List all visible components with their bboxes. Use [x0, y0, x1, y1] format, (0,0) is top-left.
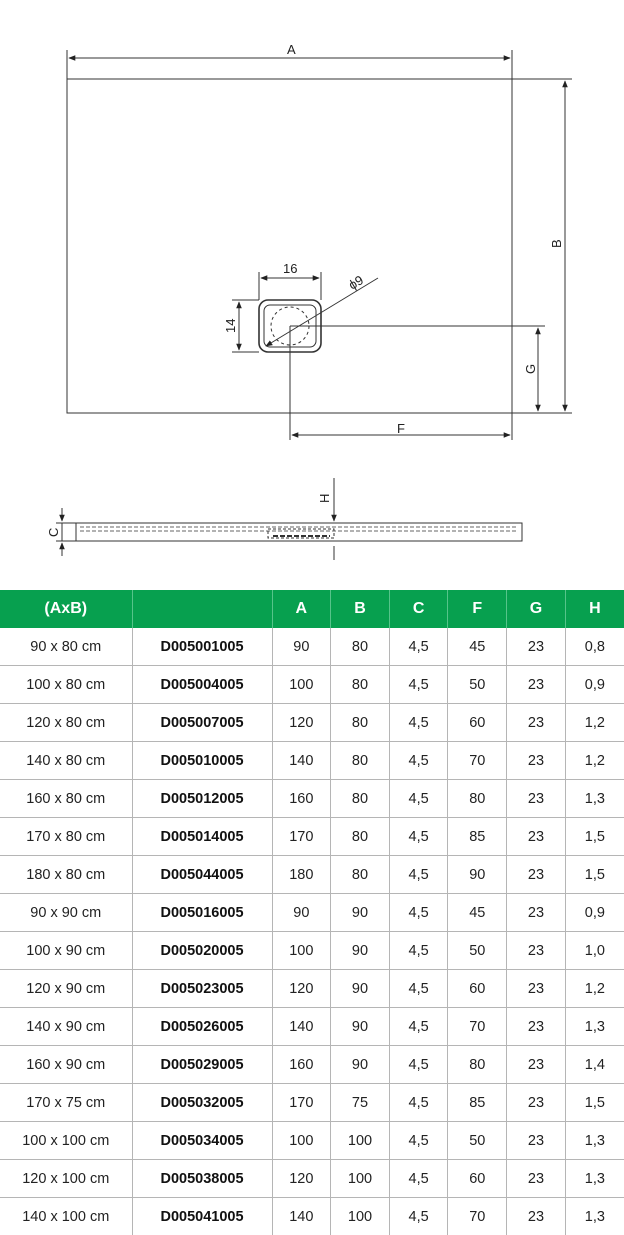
- cell-a: 100: [272, 1122, 331, 1160]
- cell-h: 1,4: [565, 1046, 624, 1084]
- cell-g: 23: [507, 932, 566, 970]
- header-b: B: [331, 590, 390, 628]
- table-row: [0, 742, 624, 780]
- table-row: [0, 628, 624, 666]
- cell-size: 170 x 80 cm: [0, 818, 132, 856]
- cell-c: 4,5: [389, 1122, 448, 1160]
- cell-c: 4,5: [389, 1160, 448, 1198]
- cell-size: 140 x 100 cm: [0, 1198, 132, 1235]
- cell-f: 45: [448, 894, 507, 932]
- cell-f: 85: [448, 818, 507, 856]
- header-f: F: [448, 590, 507, 628]
- cell-b: 75: [331, 1084, 390, 1122]
- table-row: [0, 704, 624, 742]
- table-row: [0, 1084, 624, 1122]
- cell-a: 160: [272, 1046, 331, 1084]
- cell-c: 4,5: [389, 666, 448, 704]
- cell-c: 4,5: [389, 1198, 448, 1235]
- cell-a: 180: [272, 856, 331, 894]
- cell-h: 1,3: [565, 1122, 624, 1160]
- cell-c: 4,5: [389, 818, 448, 856]
- cell-b: 80: [331, 742, 390, 780]
- table-row: [0, 1046, 624, 1084]
- cell-f: 60: [448, 1160, 507, 1198]
- cell-size: 170 x 75 cm: [0, 1084, 132, 1122]
- header-code: [132, 590, 272, 628]
- cell-code: D005029005: [132, 1046, 272, 1084]
- cell-g: 23: [507, 1008, 566, 1046]
- cell-h: 1,5: [565, 1084, 624, 1122]
- label-h: H: [317, 494, 332, 503]
- table-row: [0, 1160, 624, 1198]
- cell-a: 160: [272, 780, 331, 818]
- cell-h: 0,9: [565, 894, 624, 932]
- spec-table-body: [0, 628, 624, 1235]
- cell-f: 50: [448, 1122, 507, 1160]
- cell-code: D005034005: [132, 1122, 272, 1160]
- cell-g: 23: [507, 1084, 566, 1122]
- cell-a: 170: [272, 1084, 331, 1122]
- cell-code: D005012005: [132, 780, 272, 818]
- cell-h: 1,2: [565, 970, 624, 1008]
- cell-g: 23: [507, 704, 566, 742]
- cell-h: 1,2: [565, 704, 624, 742]
- cell-h: 1,3: [565, 1008, 624, 1046]
- cell-size: 160 x 80 cm: [0, 780, 132, 818]
- cell-f: 70: [448, 1008, 507, 1046]
- header-c: C: [389, 590, 448, 628]
- cell-f: 80: [448, 780, 507, 818]
- cell-b: 80: [331, 704, 390, 742]
- cell-a: 120: [272, 970, 331, 1008]
- cell-code: D005014005: [132, 818, 272, 856]
- label-14: 14: [223, 319, 238, 333]
- cell-b: 90: [331, 970, 390, 1008]
- cell-c: 4,5: [389, 1046, 448, 1084]
- cell-f: 45: [448, 628, 507, 666]
- cell-code: D005023005: [132, 970, 272, 1008]
- table-row: [0, 932, 624, 970]
- cell-a: 170: [272, 818, 331, 856]
- cell-c: 4,5: [389, 856, 448, 894]
- cell-h: 1,3: [565, 1160, 624, 1198]
- cell-b: 100: [331, 1122, 390, 1160]
- cell-size: 100 x 100 cm: [0, 1122, 132, 1160]
- cell-code: D005020005: [132, 932, 272, 970]
- top-view: [67, 50, 572, 440]
- table-row: [0, 856, 624, 894]
- header-h: H: [565, 590, 624, 628]
- table-row: [0, 1122, 624, 1160]
- cell-b: 80: [331, 818, 390, 856]
- cell-g: 23: [507, 1046, 566, 1084]
- cell-h: 0,9: [565, 666, 624, 704]
- cell-c: 4,5: [389, 704, 448, 742]
- table-row: [0, 1198, 624, 1235]
- header-size: (AxB): [0, 590, 132, 628]
- cell-a: 100: [272, 932, 331, 970]
- cell-a: 140: [272, 1198, 331, 1235]
- cell-c: 4,5: [389, 742, 448, 780]
- cell-f: 70: [448, 742, 507, 780]
- cell-c: 4,5: [389, 1008, 448, 1046]
- cell-code: D005026005: [132, 1008, 272, 1046]
- cell-g: 23: [507, 628, 566, 666]
- cell-f: 80: [448, 1046, 507, 1084]
- cell-size: 120 x 100 cm: [0, 1160, 132, 1198]
- cell-c: 4,5: [389, 932, 448, 970]
- cell-size: 90 x 90 cm: [0, 894, 132, 932]
- cell-h: 1,0: [565, 932, 624, 970]
- label-a: A: [287, 42, 296, 57]
- cell-g: 23: [507, 818, 566, 856]
- cell-g: 23: [507, 1122, 566, 1160]
- cell-g: 23: [507, 1198, 566, 1235]
- label-g: G: [523, 364, 538, 374]
- cell-b: 90: [331, 932, 390, 970]
- table-row: [0, 666, 624, 704]
- spec-table-header: [0, 590, 624, 628]
- cell-size: 160 x 90 cm: [0, 1046, 132, 1084]
- cell-size: 140 x 80 cm: [0, 742, 132, 780]
- cell-a: 90: [272, 894, 331, 932]
- label-phi9: ϕ9: [346, 272, 366, 292]
- table-row: [0, 780, 624, 818]
- cell-c: 4,5: [389, 894, 448, 932]
- cell-code: D005001005: [132, 628, 272, 666]
- cell-code: D005041005: [132, 1198, 272, 1235]
- cell-f: 70: [448, 1198, 507, 1235]
- cell-g: 23: [507, 780, 566, 818]
- cell-b: 100: [331, 1160, 390, 1198]
- cell-b: 90: [331, 1008, 390, 1046]
- cell-f: 60: [448, 970, 507, 1008]
- cell-a: 90: [272, 628, 331, 666]
- label-c: C: [46, 528, 61, 537]
- cell-h: 1,5: [565, 856, 624, 894]
- cell-h: 0,8: [565, 628, 624, 666]
- header-a: A: [272, 590, 331, 628]
- table-row: [0, 894, 624, 932]
- cell-f: 50: [448, 932, 507, 970]
- cell-b: 80: [331, 628, 390, 666]
- cell-a: 120: [272, 704, 331, 742]
- cell-size: 100 x 90 cm: [0, 932, 132, 970]
- cell-f: 60: [448, 704, 507, 742]
- cell-g: 23: [507, 970, 566, 1008]
- cell-b: 80: [331, 856, 390, 894]
- cell-code: D005010005: [132, 742, 272, 780]
- cell-h: 1,2: [565, 742, 624, 780]
- cell-b: 90: [331, 1046, 390, 1084]
- cell-size: 90 x 80 cm: [0, 628, 132, 666]
- side-view: [56, 478, 522, 560]
- cell-b: 80: [331, 780, 390, 818]
- cell-g: 23: [507, 666, 566, 704]
- cell-code: D005016005: [132, 894, 272, 932]
- cell-c: 4,5: [389, 970, 448, 1008]
- cell-a: 100: [272, 666, 331, 704]
- technical-drawing: [0, 0, 624, 580]
- label-16: 16: [283, 261, 297, 276]
- table-row: [0, 818, 624, 856]
- cell-g: 23: [507, 1160, 566, 1198]
- cell-h: 1,3: [565, 1198, 624, 1235]
- cell-g: 23: [507, 894, 566, 932]
- cell-a: 120: [272, 1160, 331, 1198]
- cell-f: 90: [448, 856, 507, 894]
- cell-b: 80: [331, 666, 390, 704]
- cell-size: 140 x 90 cm: [0, 1008, 132, 1046]
- cell-h: 1,5: [565, 818, 624, 856]
- cell-a: 140: [272, 742, 331, 780]
- cell-size: 120 x 80 cm: [0, 704, 132, 742]
- cell-code: D005044005: [132, 856, 272, 894]
- cell-h: 1,3: [565, 780, 624, 818]
- cell-g: 23: [507, 742, 566, 780]
- cell-b: 90: [331, 894, 390, 932]
- cell-g: 23: [507, 856, 566, 894]
- header-g: G: [507, 590, 566, 628]
- cell-f: 85: [448, 1084, 507, 1122]
- diameter-line: [266, 278, 378, 346]
- cell-code: D005004005: [132, 666, 272, 704]
- cell-code: D005007005: [132, 704, 272, 742]
- label-b: B: [549, 239, 564, 248]
- cell-size: 100 x 80 cm: [0, 666, 132, 704]
- cell-c: 4,5: [389, 628, 448, 666]
- cell-code: D005032005: [132, 1084, 272, 1122]
- table-row: [0, 970, 624, 1008]
- cell-b: 100: [331, 1198, 390, 1235]
- cell-a: 140: [272, 1008, 331, 1046]
- cell-size: 180 x 80 cm: [0, 856, 132, 894]
- table-row: [0, 1008, 624, 1046]
- label-f: F: [397, 421, 405, 436]
- cell-c: 4,5: [389, 1084, 448, 1122]
- cell-code: D005038005: [132, 1160, 272, 1198]
- cell-c: 4,5: [389, 780, 448, 818]
- cell-size: 120 x 90 cm: [0, 970, 132, 1008]
- spec-table: [0, 590, 624, 1235]
- cell-f: 50: [448, 666, 507, 704]
